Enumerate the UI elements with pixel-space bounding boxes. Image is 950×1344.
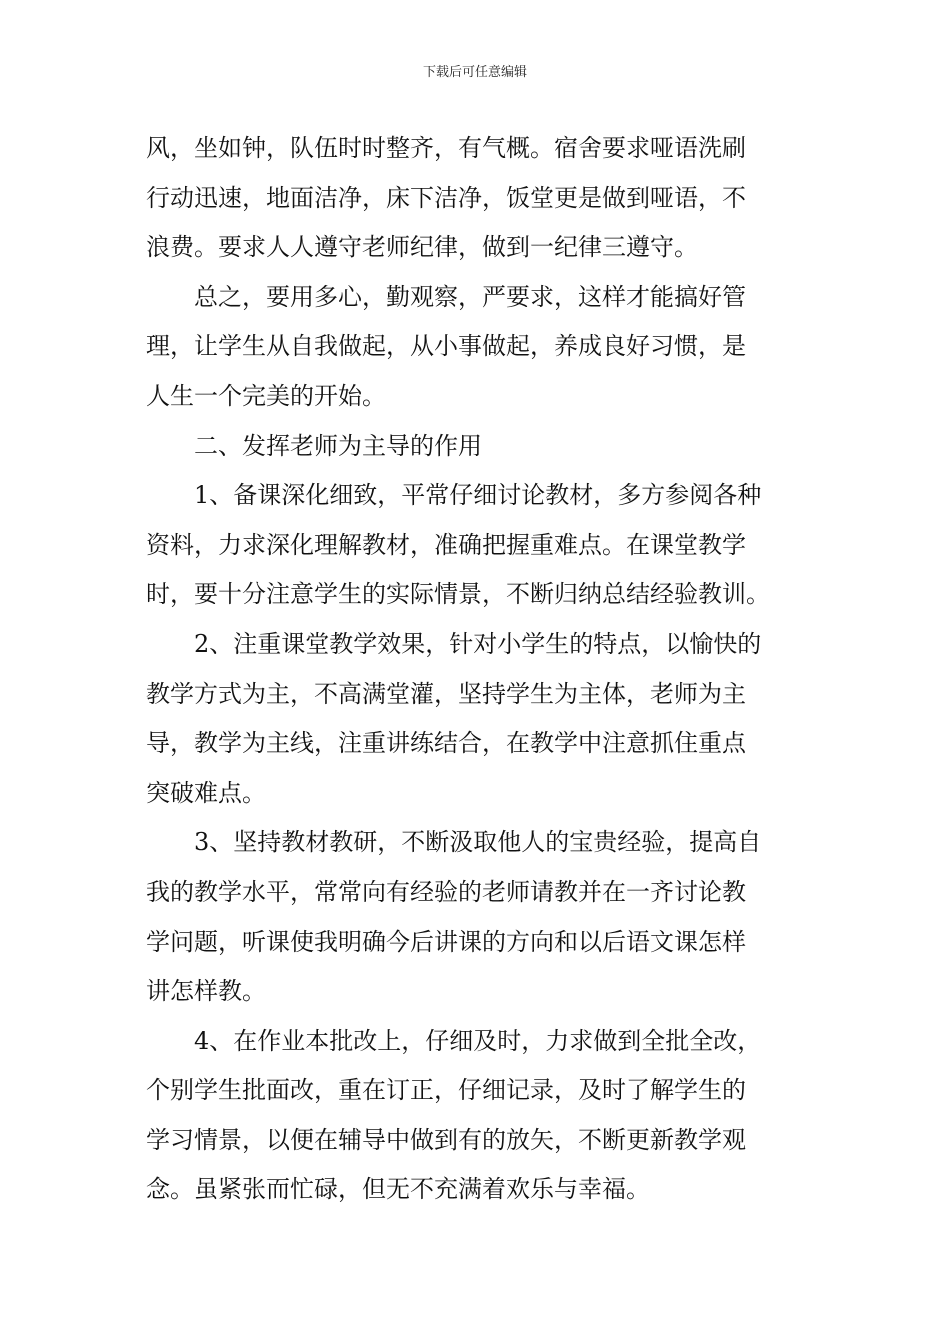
text-line: 导，教学为主线，注重讲练结合，在教学中注意抓住重点: [146, 729, 746, 758]
text-line: 个别学生批面改，重在订正，仔细记录，及时了解学生的: [146, 1076, 746, 1105]
text-line: 行动迅速，地面洁净，床下洁净，饭堂更是做到哑语，不: [146, 183, 746, 212]
text-line: 总之，要用多心，勤观察，严要求，这样才能搞好管: [194, 282, 746, 311]
text-line: 资料，力求深化理解教材，准确把握重难点。在课堂教学: [146, 530, 746, 559]
section-heading: [146, 422, 806, 472]
text-line: 4、在作业本批改上，仔细及时，力求做到全批全改，: [194, 1026, 762, 1055]
text-line: 时，要十分注意学生的实际情景，不断归纳总结经验教训。: [146, 580, 770, 609]
paragraph-item-2: [146, 620, 806, 818]
paragraph-summary: [146, 273, 806, 422]
heading-text: 二、发挥老师为主导的作用: [194, 431, 482, 460]
text-line: 浪费。要求人人遵守老师纪律，做到一纪律三遵守。: [146, 233, 698, 262]
paragraph-item-3: [146, 818, 806, 1016]
text-line: 风，坐如钟，队伍时时整齐，有气概。宿舍要求哑语洗刷: [146, 134, 746, 162]
text-line: 学习情景，以便在辅导中做到有的放矢，不断更新教学观: [146, 1125, 746, 1154]
text-line: 我的教学水平，常常向有经验的老师请教并在一齐讨论教: [146, 877, 746, 906]
paragraph-dormitory-rules: [146, 124, 806, 273]
document-body: [146, 124, 806, 1215]
text-line: 3、坚持教材教研，不断汲取他人的宝贵经验，提高自: [194, 828, 762, 857]
paragraph-item-1: [146, 471, 806, 620]
text-line: 人生一个完美的开始。: [146, 381, 386, 410]
text-line: 理，让学生从自我做起，从小事做起，养成良好习惯，是: [146, 332, 746, 361]
text-line: 1、备课深化细致，平常仔细讨论教材，多方参阅各种: [194, 481, 762, 510]
text-line: 突破难点。: [146, 778, 266, 807]
page-header: 下载后可任意编辑: [422, 65, 527, 80]
text-line: 学问题，听课使我明确今后讲课的方向和以后语文课怎样: [146, 927, 746, 956]
text-line: 讲怎样教。: [146, 977, 266, 1006]
text-line: 念。虽紧张而忙碌，但无不充满着欢乐与幸福。: [146, 1175, 650, 1204]
text-line: 2、注重课堂教学效果，针对小学生的特点，以愉快的: [194, 629, 762, 658]
text-line: 教学方式为主，不高满堂灌，坚持学生为主体，老师为主: [146, 679, 746, 708]
paragraph-item-4: [146, 1017, 806, 1215]
